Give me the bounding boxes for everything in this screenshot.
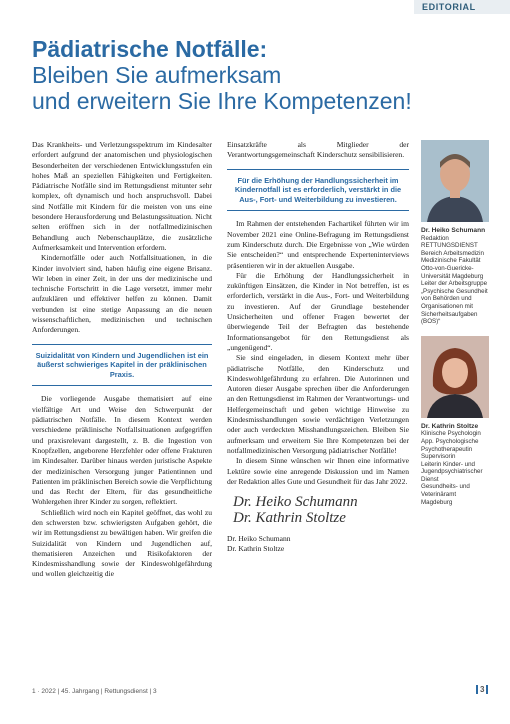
author-bio-line: Otto-von-Guericke-: [421, 264, 474, 272]
author-bio-name: Dr. Heiko Schumann: [421, 227, 486, 234]
paragraph: Das Krankheits- und Verletzungsspektrum im Kindesalter erfordert aufgrund der anatomischen und physiologischen Besonderheiten der verschiedenen Entwicklungsstufen ein hohes Maß an speziellen Fähigkeiten und Fertigkeiten. Pädiatrische Notfälle sind im Rettungsdienst mitunter sehr komplex, oft dynamisch und hoch anspruchsvoll. Dabei sind Notfälle mit Kindern für die meisten von uns eine besondere Herausforderung und Belastungssituation. Nicht selten eröffnen sich in der notfallmedizinischen Behandlung auch Nebenschauplätze, die zusätzliche Aufmerksamkeit und Intervention erfordern.: [32, 140, 212, 252]
author-bio-line: App. Psychologische: [421, 437, 479, 445]
footer-issue-info: 1 · 2022 | 45. Jahrgang | Rettungsdienst | 3: [32, 688, 157, 695]
page-number-value: 3: [480, 685, 485, 694]
author-bio-line: Klinische Psychologin: [421, 430, 481, 438]
page-title: [32, 36, 492, 114]
text-column-2: [227, 140, 409, 554]
author-bio-line: „Psychische Gesundheit: [421, 287, 488, 295]
author-bio-line: Leiterin Kinder- und: [421, 460, 476, 468]
author-bio-name: Dr. Kathrin Stoltze: [421, 422, 479, 430]
paragraph: Einsatzkräfte als Mitglieder der Verantwortungsgemeinschaft Kinderschutz sensibilisieren.: [227, 140, 409, 160]
title-line-3: und erweitern Sie Ihre Kompetenzen!: [32, 88, 412, 114]
paragraph: Sie sind eingeladen, in diesem Kontext mehr über pädiatrische Notfälle, den Kinderschutz und Kindeswohlgefährdung zu erfahren. Die Autorinnen und Autoren dieser Ausgabe sprechen über die Anforderungen an den Rettungsdienst im Rahmen der Verantwortungs- und Helfergemeinschaft und geben wichtige Hinweise zu Kindesmisshandlungen sowie verdächtigen Verletzungen oder auch verdeckten Misshandlungszeichen. Bleiben Sie aufmerksam und erweitern Sie Ihre Kompetenzen bei der notfallmedizinischen Versorgung pädiatrischer Notfälle!: [227, 353, 409, 455]
paragraph: Kindernotfälle oder auch Notfallsituationen, in die Kinder involviert sind, haben häufig eine eigene Brisanz. Wir leben in einer Zeit, in der uns der medizinische und technische Fortschritt in die Lage versetzt, immer mehr aufzuklären und effektiver helfen zu können. Damit verbunden ist eine stetige Anpassung an die neuen wissenschaftlichen, medizinischen und technischen Anforderungen.: [32, 253, 212, 335]
paragraph: Im Rahmen der entstehenden Fachartikel führten wir im November 2021 eine Online-Befragung im Rettungsdienst zum Kinderschutz durch. Die Ergebnisse von „Wie würden Sie entscheiden?“ und entsprechende Experteninterviews präsentieren wir in der aktuellen Ausgabe.: [227, 219, 409, 270]
author-bio-line: RETTUNGSDIENST: [421, 242, 478, 250]
signature-heiko-schumann: Dr. Heiko Schumann: [233, 494, 358, 511]
portrait-photo-kathrin-stoltze: [421, 336, 489, 418]
author-bio-line: Magdeburg: [421, 498, 453, 506]
author-name: Dr. Heiko Schumann: [227, 533, 291, 543]
section-label: EDITORIAL: [414, 0, 510, 14]
title-line-1: Pädiatrische Notfälle:: [32, 36, 268, 62]
author-bio-line: Dienst: [421, 475, 439, 483]
author-bio-text: [421, 235, 499, 326]
pull-quote: Für die Erhöhung der Handlungssicherheit im Kindernotfall ist es erforderlich, verstärkt in die Aus-, Fort- und Weiterbildung zu investieren.: [227, 169, 409, 212]
author-sidebar: [421, 140, 499, 506]
pull-quote: Suizidalität von Kindern und Jugendlichen ist ein äußerst schwieriges Kapitel in der präklinischen Praxis.: [32, 344, 212, 387]
author-bio-line: Psychotherapeutin: [421, 445, 473, 453]
author-bio-line: Redaktion: [421, 234, 449, 242]
author-bio-line: Veterinäramt: [421, 491, 457, 499]
author-bio-line: von Behörden und: [421, 295, 472, 303]
portrait-photo-heiko-schumann: [421, 140, 489, 222]
author-bio-line: Universität Magdeburg: [421, 272, 484, 280]
author-bio-line: Leiter der Arbeitsgruppe: [421, 280, 488, 288]
paragraph: In diesem Sinne wünschen wir Ihnen eine informative Lektüre sowie eine anregende Diskussion und im Namen der Redaktion alles Gute und Gesundheit für das Jahr 2022.: [227, 456, 409, 486]
page-number: [476, 685, 488, 694]
text-column-1: [32, 140, 212, 580]
author-bio-line: Bereich Arbeitsmedizin: [421, 249, 484, 257]
author-bio-line: (BOS)“: [421, 318, 441, 326]
author-bio-line: Organisationen mit: [421, 302, 473, 310]
author-names: [227, 534, 409, 555]
signature-kathrin-stoltze: Dr. Kathrin Stoltze: [233, 510, 346, 527]
author-bio-line: Supervisorin: [421, 453, 456, 461]
author-bio-line: Medizinische Fakultät: [421, 257, 481, 265]
author-bio-line: Sicherheitsaufgaben: [421, 310, 478, 318]
title-line-2: Bleiben Sie aufmerksam: [32, 62, 282, 88]
author-name: Dr. Kathrin Stoltze: [227, 543, 285, 553]
paragraph: Die vorliegende Ausgabe thematisiert auf eine vielfältige Art und Weise den Schwerpunkt der pädiatrischen Notfälle. In diesem Kontext werden verschiedene präklinische Notfallsituationen aufgegriffen und praxisrelevant dargestellt, z. B. die Ingestion von Knopfzellen, angeborene Herzfehler oder offene Frakturen im Kindesalter. Darüber hinaus werden juristische Aspekte der medizinischen Versorgung junger Patientinnen und Patienten im präklinischen Bereich sowie die Verpflichtung und das Recht der Eltern, für das gesundheitliche Wohlergehen ihrer Kinder zu sorgen, reflektiert.: [32, 394, 212, 507]
author-bio-line: Jugendpsychiatrischer: [421, 468, 483, 476]
author-bio-text: [421, 430, 499, 506]
author-bio-line: Gesundheits- und: [421, 483, 470, 491]
paragraph: Schließlich wird noch ein Kapitel geöffnet, das wohl zu den schwersten bzw. schwierigsten Aufgaben gehört, die wir im Rettungsdienst zu bewältigen haben. Wir greifen die Suizidalität von Kindern und Jugendlichen auf, thematisieren Anzeichen und Risikofaktoren der Kindesmisshandlung sowie der Kindeswohlgefährdung und wollen gleichzeitig die: [32, 507, 213, 579]
paragraph: Für die Erhöhung der Handlungssicherheit in zukünftigen Einsätzen, die Kinder in Not betreffen, ist es erforderlich, verstärkt in die Aus-, Fort- und Weiterbildung zu investieren. Auf der Grundlage bestehender Unsicherheiten und offener Fragen bewertet der überwiegende Teil der Befragten das bestehende Informationsangebot für den Rettungsdienst als „ungenügend“.: [227, 270, 409, 352]
